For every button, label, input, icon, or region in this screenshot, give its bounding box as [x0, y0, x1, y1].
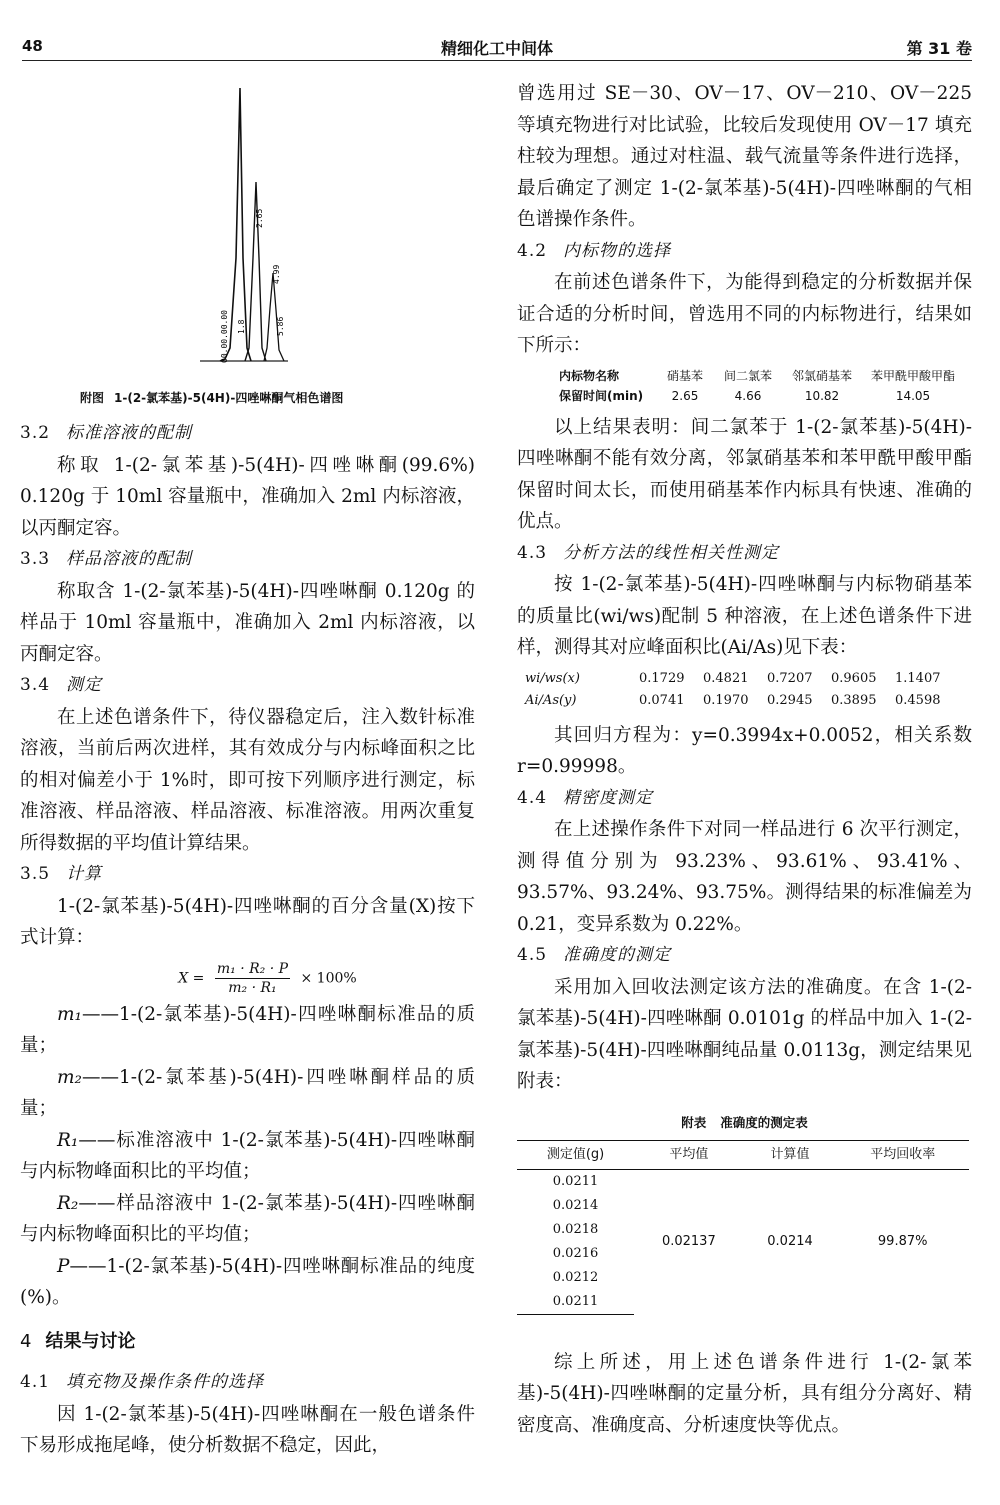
linearity-y-value: 0.0741	[639, 692, 685, 708]
section-number: 3.2	[20, 423, 51, 443]
accuracy-table	[517, 1140, 969, 1315]
section-number: 3.3	[20, 549, 51, 569]
section-number: 4.4	[517, 787, 548, 808]
measured-value: 0.0211	[552, 1173, 599, 1189]
section-title: 精密度测定	[563, 787, 654, 808]
linearity-y-value: 0.4598	[895, 692, 941, 708]
section-4-3-text: 按 1-(2-氯苯基)-5(4H)-四唑啉酮与内标物硝基苯的质量比(wi/ws)配制 5 种溶液，在上述色谱条件下进样，测得其对应峰面积比(Ai/As)见下表：	[517, 574, 972, 658]
definition-symbol: R₁	[57, 1129, 79, 1151]
formula-numerator: m₁ · R₂ · P	[216, 960, 289, 977]
linearity-table	[525, 668, 972, 712]
right-column	[517, 78, 972, 1441]
formula-fraction	[215, 960, 290, 997]
section-title: 测定	[66, 675, 103, 695]
section-4-5-heading	[517, 940, 972, 972]
section-4-4-heading	[517, 783, 972, 815]
istd-header-time: 保留时间(min)	[559, 388, 644, 403]
measured-value: 0.0212	[552, 1269, 599, 1285]
section-4-4-text: 在上述操作条件下对同一样品进行 6 次平行测定，测得值分别为 93.23%、93.61%、93.41%、93.57%、93.24%、93.75%。测得结果的标准偏差为 0.21，变异系数为 0.22%。	[517, 819, 972, 935]
recovery-value: 99.87%	[877, 1233, 928, 1249]
section-title: 计算	[66, 864, 103, 884]
section-3-2-heading	[20, 418, 475, 450]
section-3-4-text: 在上述色谱条件下，待仪器稳定后，注入数针标准溶液，当前后两次进样，其有效成分与内标峰面积之比的相对偏差小于 1%时，即可按下列顺序进行测定，标准溶液、样品溶液、样品溶液、标准溶液。用两次重复所得数据的平均值计算结果。	[20, 706, 475, 854]
table-row	[517, 1169, 969, 1194]
table-header: 平均值	[634, 1140, 744, 1169]
table-header: 测定值(g)	[517, 1140, 634, 1169]
peak-label-1: 1.8	[237, 319, 246, 334]
continued-text: 曾选用过 SE－30、OV－17、OV－210、OV－225 等填充物进行对比试验，比较后发现使用 OV－17 填充柱较为理想。通过对柱温、载气流量等条件进行选择，最后确定了测定 1-(2-氯苯基)-5(4H)-四唑啉酮的气相色谱操作条件。	[517, 83, 972, 230]
figure-caption-text: 1-(2-氯苯基)-5(4H)-四唑啉酮气相色谱图	[114, 391, 344, 405]
peak-label-4: 5.86	[276, 316, 285, 336]
section-number: 4.3	[517, 542, 548, 563]
istd-time: 4.66	[734, 388, 762, 403]
chromatogram-svg	[20, 78, 475, 378]
istd-time-row	[559, 386, 972, 406]
istd-header-name: 内标物名称	[559, 368, 620, 383]
definition-symbol: P	[57, 1255, 70, 1277]
section-3-4-heading	[20, 670, 475, 702]
section-4-1-text: 因 1-(2-氯苯基)-5(4H)-四唑啉酮在一般色谱条件下易形成拖尾峰，使分析数据不稳定，因此，	[20, 1403, 475, 1456]
section-3-2-text: 称取 1-(2-氯苯基)-5(4H)-四唑啉酮(99.6%) 0.120g 于 10ml 容量瓶中，准确加入 2ml 内标溶液，以丙酮定容。	[20, 454, 475, 539]
calculated-value: 0.0214	[767, 1233, 813, 1249]
definition-text: ——样品溶液中 1-(2-氯苯基)-5(4H)-四唑啉酮与内标物峰面积比的平均值；	[20, 1192, 475, 1245]
section-title: 结果与讨论	[45, 1330, 136, 1352]
measured-value: 0.0211	[517, 1290, 634, 1315]
definition-symbol: m₂	[57, 1066, 82, 1088]
definition-symbol: m₁	[57, 1003, 82, 1025]
linearity-x-value: 1.1407	[895, 670, 941, 686]
figure-label: 附图	[80, 391, 105, 405]
linearity-x-value: 0.1729	[639, 670, 685, 686]
section-3-5-text: 1-(2-氯苯基)-5(4H)-四唑啉酮的百分含量(X)按下式计算：	[20, 895, 475, 948]
definition-p	[20, 1251, 475, 1314]
istd-name: 邻氯硝基苯	[791, 368, 852, 383]
formula-rhs: × 100%	[300, 970, 357, 986]
definition-symbol: R₂	[57, 1192, 79, 1214]
section-4-2-text: 在前述色谱条件下，为能得到稳定的分析数据并保证合适的分析时间，曾选用不同的内标物进行，结果如下所示：	[517, 272, 972, 356]
section-number: 3.4	[20, 675, 51, 695]
section-title: 样品溶液的配制	[66, 549, 193, 569]
section-number: 4	[20, 1330, 32, 1352]
volume-label: 第 31 卷	[906, 39, 972, 58]
table-caption-text: 准确度的测定表	[720, 1114, 808, 1130]
linearity-x-value: 0.9605	[831, 670, 877, 686]
section-number: 4.5	[517, 945, 548, 965]
linearity-x-value: 0.7207	[767, 670, 813, 686]
left-column	[20, 78, 475, 1462]
section-title: 标准溶液的配制	[66, 423, 193, 443]
regression-text: 其回归方程为：y=0.3994x+0.0052，相关系数 r=0.99998。	[517, 724, 972, 777]
table-header: 平均回收率	[836, 1140, 969, 1169]
internal-standard-table	[559, 366, 972, 406]
definition-text: ——1-(2-氯苯基)-5(4H)-四唑啉酮样品的质量；	[20, 1066, 475, 1119]
measured-value: 0.0216	[552, 1245, 599, 1261]
linearity-y-row	[525, 690, 972, 712]
section-title: 准确度的测定	[563, 945, 672, 965]
conclusion-text: 综上所述，用上述色谱条件进行 1-(2-氯苯基)-5(4H)-四唑啉酮的定量分析，具有组分分离好、精密度高、准确度高、分析速度快等优点。	[517, 1351, 972, 1436]
linearity-x-label: wi/ws(x)	[525, 670, 580, 686]
running-header	[22, 34, 972, 61]
section-number: 4.1	[20, 1372, 51, 1392]
istd-name-row	[559, 366, 972, 386]
peak-label-3: 4.99	[272, 264, 281, 284]
peak-label-0: 00.00.00.00	[220, 310, 229, 363]
section-3-5-heading	[20, 859, 475, 891]
istd-name: 苯甲酰甲酸甲酯	[870, 368, 955, 383]
spacer	[517, 1315, 972, 1347]
definition-r2	[20, 1188, 475, 1251]
definition-m1	[20, 999, 475, 1062]
definition-m2	[20, 1062, 475, 1125]
linearity-y-value: 0.1970	[703, 692, 749, 708]
section-4-1-heading	[20, 1367, 475, 1399]
chromatogram-figure	[20, 78, 475, 396]
mean-value: 0.02137	[661, 1233, 716, 1249]
table-label: 附表	[681, 1114, 707, 1130]
section-4-heading	[20, 1326, 475, 1358]
formula	[60, 960, 475, 997]
section-4-2-conclusion: 以上结果表明：间二氯苯于 1-(2-氯苯基)-5(4H)-四唑啉酮不能有效分离，邻氯硝基苯和苯甲酰甲酸甲酯保留时间太长，而使用硝基苯作内标具有快速、准确的优点。	[517, 416, 972, 532]
page-number: 48	[22, 37, 43, 55]
table-header: 计算值	[744, 1140, 837, 1169]
formula-lhs: X =	[178, 970, 205, 986]
measured-value: 0.0214	[552, 1197, 599, 1213]
section-3-3-text: 称取含 1-(2-氯苯基)-5(4H)-四唑啉酮 0.120g 的样品于 10ml 容量瓶中，准确加入 2ml 内标溶液，以丙酮定容。	[20, 580, 475, 665]
istd-name: 间二氯苯	[723, 368, 772, 383]
measured-value: 0.0218	[552, 1221, 599, 1237]
peak-label-2: 2.65	[255, 208, 264, 228]
linearity-y-value: 0.3895	[831, 692, 877, 708]
accuracy-table-caption	[517, 1112, 972, 1134]
linearity-y-value: 0.2945	[767, 692, 813, 708]
istd-time: 14.05	[895, 388, 931, 403]
section-4-2-heading	[517, 236, 972, 268]
linearity-y-label: Ai/As(y)	[525, 692, 577, 708]
definition-r1	[20, 1125, 475, 1188]
linearity-x-value: 0.4821	[703, 670, 749, 686]
istd-time: 10.82	[804, 388, 840, 403]
table-header-row	[517, 1140, 969, 1169]
istd-time: 2.65	[671, 388, 699, 403]
section-3-3-heading	[20, 544, 475, 576]
section-4-3-heading	[517, 538, 972, 570]
section-title: 填充物及操作条件的选择	[66, 1372, 265, 1392]
section-title: 内标物的选择	[563, 240, 672, 261]
linearity-x-row	[525, 668, 972, 690]
formula-denominator: m₂ · R₁	[228, 979, 277, 996]
definition-text: ——1-(2-氯苯基)-5(4H)-四唑啉酮标准品的纯度(%)。	[20, 1255, 475, 1308]
istd-name: 硝基苯	[666, 368, 703, 383]
section-number: 3.5	[20, 864, 51, 884]
section-title: 分析方法的线性相关性测定	[563, 542, 780, 563]
journal-title: 精细化工中间体	[440, 39, 553, 58]
section-number: 4.2	[517, 240, 548, 261]
section-4-5-text: 采用加入回收法测定该方法的准确度。在含 1-(2-氯苯基)-5(4H)-四唑啉酮 0.0101g 的样品中加入 1-(2-氯苯基)-5(4H)-四唑啉酮纯品量 0.0113g，测定结果见附表：	[517, 976, 972, 1092]
definition-text: ——标准溶液中 1-(2-氯苯基)-5(4H)-四唑啉酮与内标物峰面积比的平均值；	[20, 1129, 475, 1182]
definition-text: ——1-(2-氯苯基)-5(4H)-四唑啉酮标准品的质量；	[20, 1003, 475, 1056]
